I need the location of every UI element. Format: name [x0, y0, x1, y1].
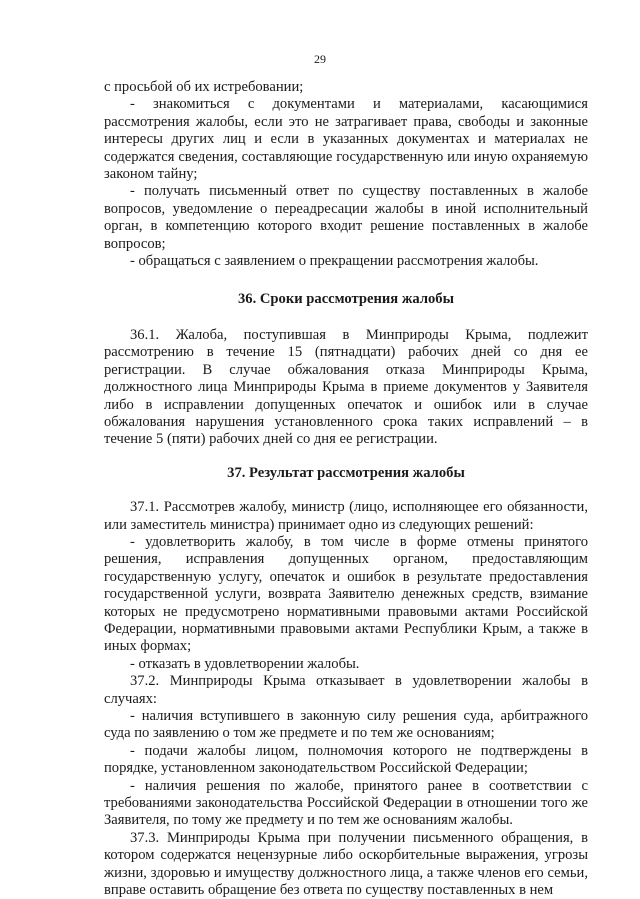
page-number: 29	[314, 52, 326, 66]
paragraph: - наличия решения по жалобе, принятого ранее в соответствии с требованиями законодательства Российской Федерации в отношении того же Заявителя, по тому же предмету и по тем же основаниям жалобы.	[104, 777, 588, 829]
paragraph: - получать письменный ответ по существу поставленных в жалобе вопросов, уведомление о переадресации жалобы в иной исполнительный орган, в компетенцию которого входит решение поставленных в жалобе вопросов;	[104, 183, 588, 252]
paragraph: - обращаться с заявлением о прекращении рассмотрения жалобы.	[130, 253, 539, 270]
paragraph: - отказать в удовлетворении жалобы.	[130, 655, 360, 672]
document-body	[104, 79, 588, 899]
section-heading-37: 37. Результат рассмотрения жалобы	[227, 464, 465, 481]
paragraph: - подачи жалобы лицом, полномочия которого не подтверждены в порядке, установленном законодательством Российской Федерации;	[104, 742, 588, 777]
paragraph: - знакомиться с документами и материалами, касающимися рассмотрения жалобы, если это не затрагивает права, свободы и законные интересы других лиц и если в указанных документах и материалах не содержатся сведения, составляющие государственную или иную охраняемую законом тайну;	[104, 96, 588, 183]
paragraph: с просьбой об их истребовании;	[104, 79, 304, 95]
paragraph: 37.1. Рассмотрев жалобу, министр (лицо, исполняющее его обязанности, или заместитель министра) принимает одно из следующих решений:	[104, 499, 588, 533]
paragraph: 37.3. Минприроды Крыма при получении письменного обращения, в котором содержатся нецензурные либо оскорбительные выражения, угрозы жизни, здоровью и имуществу должностного лица, а также членов его семьи, вправе оставить обращение без ответа по существу поставленных в нем	[104, 829, 588, 899]
section-heading-36: 36. Сроки рассмотрения жалобы	[237, 291, 454, 308]
paragraph: - наличия вступившего в законную силу решения суда, арбитражного суда по заявлению о том же предмете и по тем же основаниям;	[104, 708, 588, 742]
paragraph: 36.1. Жалоба, поступившая в Минприроды Крыма, подлежит рассмотрению в течение 15 (пятнадцати) рабочих дней со дня ее регистрации. В случае обжалования отказа Минприроды Крыма, должностного лица Минприроды Крыма в приеме документов у Заявителя либо в исправлении допущенных опечаток и ошибок или в случае обжалования нарушения установленного срока таких исправлений – в течение 5 (пяти) рабочих дней со дня ее регистрации.	[104, 326, 588, 448]
paragraph: - удовлетворить жалобу, в том числе в форме отмены принятого решения, исправления допущенных органом, предоставляющим государственную услугу, опечаток и ошибок в результате предоставления государственной услуги, возврата Заявителю денежных средств, взимание которых не предусмотрено нормативными правовыми актами Российской Федерации, нормативными правовыми актами Республики Крым, а также в иных формах;	[104, 533, 588, 655]
paragraph: 37.2. Минприроды Крыма отказывает в удовлетворении жалобы в случаях:	[104, 673, 588, 707]
